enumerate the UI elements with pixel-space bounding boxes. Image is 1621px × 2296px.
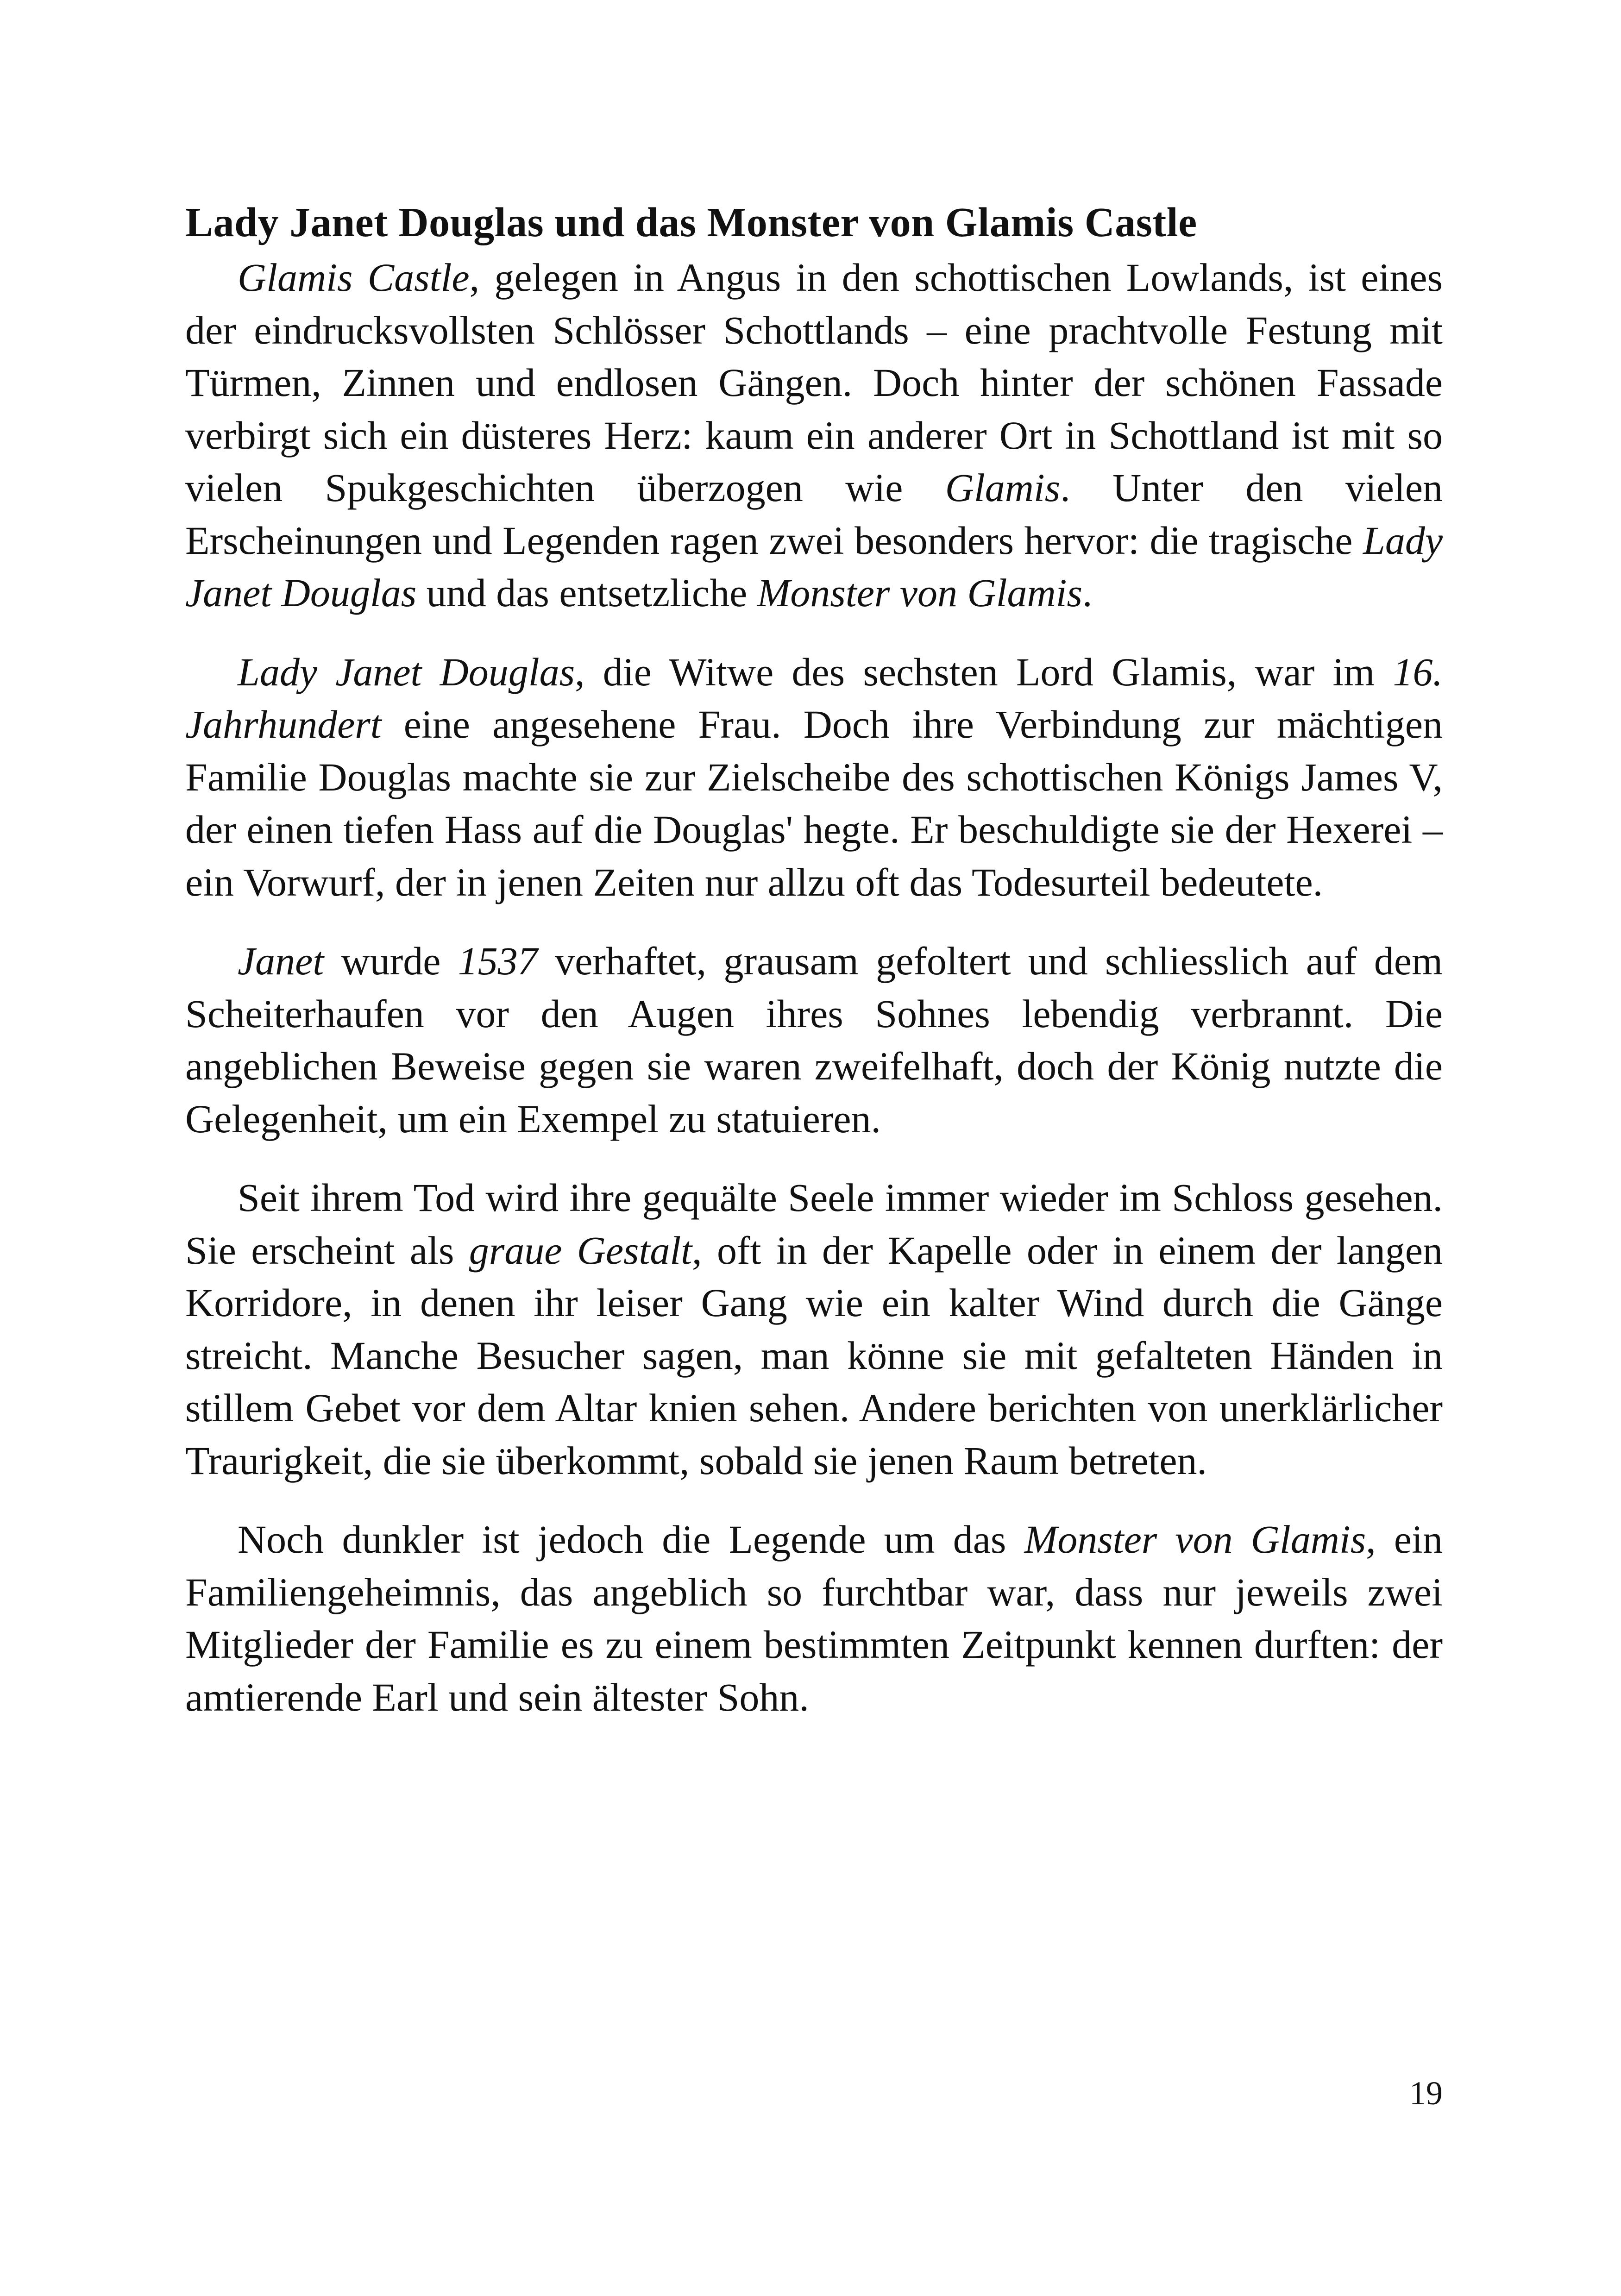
text-run: Glamis [945,465,1061,510]
text-run: Glamis Castle [238,255,470,300]
text-run: Monster von Glamis [1024,1517,1366,1562]
text-run: eine angesehene Frau. Doch ihre Verbindung zur mächtigen Familie Douglas machte sie zur Zielscheibe des schottischen Königs James V, der einen tiefen Hass auf die Douglas' hegte. Er beschuldigte sie der Hexerei – ein Vorwurf, der in jenen Zeiten nur allzu oft das Todesurteil bedeutete. [185,702,1443,904]
text-run: und das entsetzliche [416,571,757,615]
text-run: , die Witwe des sechsten Lord Glamis, war im [575,649,1393,694]
text-run: Noch dunkler ist jedoch die Legende um das [238,1517,1024,1562]
paragraph-2 [185,646,1443,909]
paragraph-3 [185,935,1443,1145]
text-run: Seit ihrem Tod wird ihre gequälte Seele immer wieder im Schloss gesehen. Sie erscheint als [185,1175,1443,1273]
text-run: , ein Familiengeheimnis, das angeblich so furchtbar war, dass nur jeweils zwei Mitglieder der Familie es zu einem bestimmten Zeitpunkt kennen durften: der amtierende Earl und sein ältester Sohn. [185,1517,1443,1719]
page-body [185,197,1443,1750]
text-run: , oft in der Kapelle oder in einem der langen Korridore, in denen ihr leiser Gang wie ein kalter Wind durch die Gänge streicht. Manche Besucher sagen, man könne sie mit gefalteten Händen in stillem Gebet vor dem Altar knien sehen. Andere berichten von unerklärlicher Traurigkeit, die sie überkommt, sobald sie jenen Raum betreten. [185,1228,1443,1483]
text-run: wurde [324,939,458,983]
paragraph-4 [185,1172,1443,1487]
text-run: graue Gestalt [469,1228,692,1273]
text-run: 16. Jahrhundert [185,649,1443,747]
text-run: Lady Janet Douglas [238,649,575,694]
paragraph-5 [185,1513,1443,1724]
text-run: 1537 [458,939,538,983]
page-number: 19 [1409,2075,1443,2112]
text-run: Lady Janet Douglas [185,518,1443,615]
chapter-heading: Lady Janet Douglas und das Monster von Glamis Castle [185,200,1197,245]
text-run: verhaftet, grausam gefoltert und schliesslich auf dem Scheiterhaufen vor den Augen ihres Sohnes lebendig verbrannt. Die angeblichen Beweise gegen sie waren zweifelhaft, doch der König nutzte die Gelegenheit, um ein Exempel zu statuieren. [185,939,1443,1141]
text-run: Janet [238,939,324,983]
paragraph-1 [185,251,1443,620]
text-run: . Unter den vielen Erscheinungen und Legenden ragen zwei besonders hervor: die tragische [185,465,1443,563]
text-run: Monster von Glamis [757,571,1083,615]
text-run: . [1082,571,1093,615]
text-run: , gelegen in Angus in den schottischen Lowlands, ist eines der eindrucksvollsten Schlösser Schottlands – eine prachtvolle Festung mit Türmen, Zinnen und endlosen Gängen. Doch hinter der schönen Fassade verbirgt sich ein düsteres Herz: kaum ein anderer Ort in Schottland ist mit so vielen Spukgeschichten überzogen wie [185,255,1443,510]
